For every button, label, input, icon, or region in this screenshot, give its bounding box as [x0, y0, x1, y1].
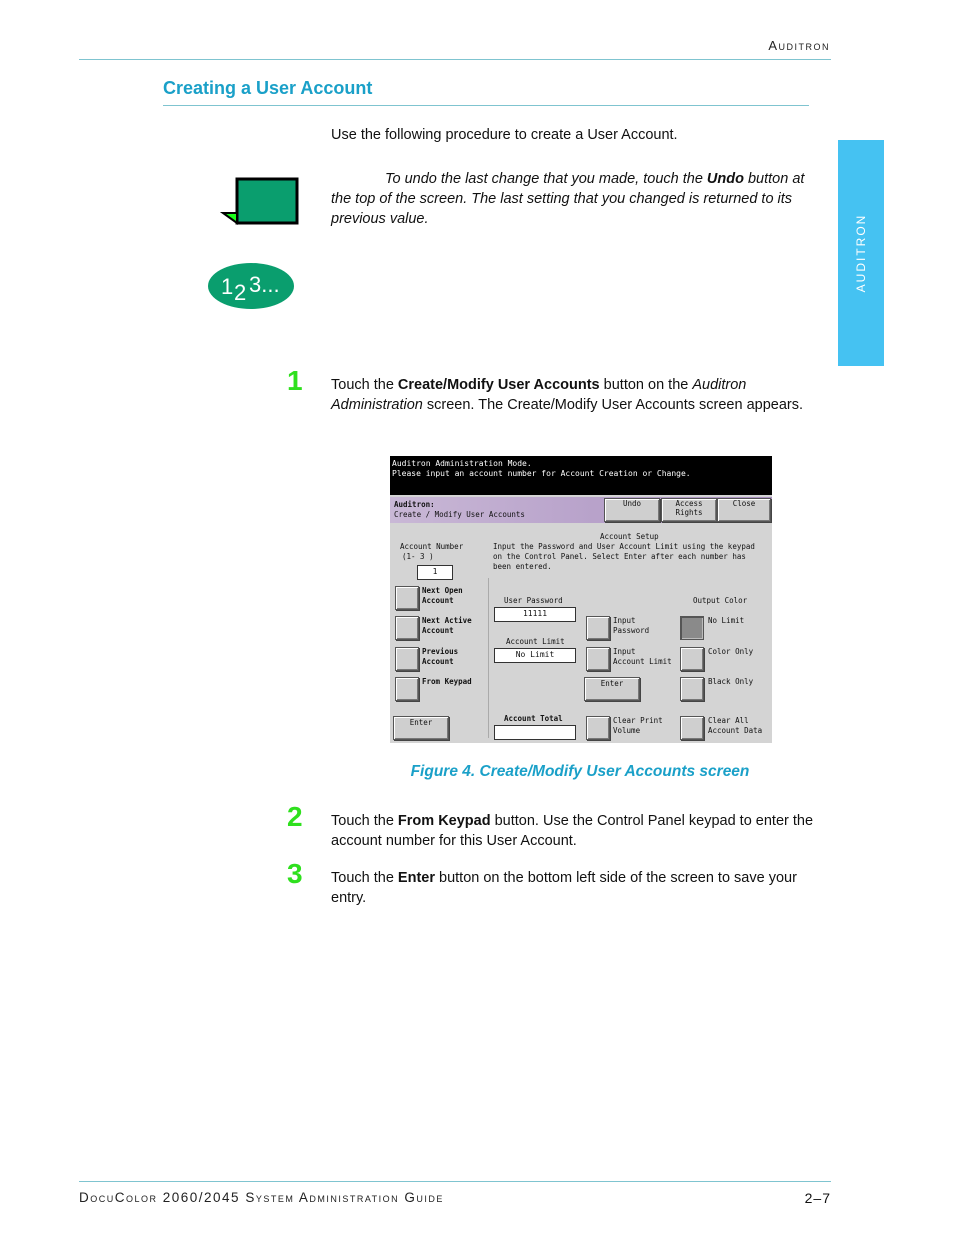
input-password-button[interactable]	[586, 616, 610, 640]
no-limit-button[interactable]	[680, 616, 704, 640]
from-keypad-label: From Keypad	[422, 677, 472, 686]
access-rights-button[interactable]: Access Rights	[661, 498, 717, 522]
clear-print-volume-button[interactable]	[586, 716, 610, 740]
column-divider	[488, 578, 489, 738]
input-password-label: Input Password	[613, 616, 650, 635]
next-active-label: Next Active Account	[422, 616, 472, 635]
clear-all-account-data-label: Clear All Account Data	[708, 716, 763, 735]
previous-label: Previous Account	[422, 647, 459, 666]
from-keypad-button[interactable]	[395, 677, 419, 701]
account-limit-field[interactable]: No Limit	[494, 648, 576, 663]
next-active-account-button[interactable]	[395, 616, 419, 640]
next-open-account-button[interactable]	[395, 586, 419, 610]
note-text: To undo the last change that you made, touch the Undo button at the top of the screen. The last setting that you changed is returned to its previous value.	[331, 171, 805, 227]
side-tab-label: AUDITRON	[854, 213, 868, 293]
account-total-field	[494, 725, 576, 740]
footer-rule	[79, 1181, 831, 1182]
message-area: Auditron Administration Mode. Please input an account number for Account Creation or Change.	[390, 456, 772, 495]
enter-button-middle[interactable]: Enter	[584, 677, 640, 701]
color-only-button[interactable]	[680, 647, 704, 671]
create-modify-screen-figure	[390, 456, 772, 743]
step-1-number: 1	[287, 365, 303, 396]
user-password-label: User Password	[504, 596, 563, 605]
undo-button[interactable]: Undo	[604, 498, 660, 522]
running-head: Auditron	[768, 38, 830, 53]
color-only-label: Color Only	[708, 647, 754, 656]
enter-button-left[interactable]: Enter	[393, 716, 449, 740]
intro-text: Use the following procedure to create a User Account.	[331, 127, 678, 143]
steps-icon-1: 1	[221, 274, 234, 299]
page-number: 2–7	[804, 1190, 831, 1206]
footer-title: DocuColor 2060/2045 System Administration Guide	[79, 1190, 444, 1205]
input-account-limit-label: Input Account Limit	[613, 647, 672, 666]
step-2-number: 2	[287, 801, 303, 832]
clear-print-volume-label: Clear Print Volume	[613, 716, 663, 735]
account-total-label: Account Total	[504, 714, 563, 723]
step-3-number: 3	[287, 858, 303, 889]
account-number-field[interactable]: 1	[417, 565, 453, 580]
output-color-heading: Output Color	[693, 596, 748, 605]
black-only-label: Black Only	[708, 677, 754, 686]
step-1-text: Touch the Create/Modify User Accounts button on the Auditron Administration screen. The Create/Modify User Accounts screen appears.	[331, 377, 804, 413]
no-limit-label: No Limit	[708, 616, 745, 625]
instructions-line-3: been entered.	[493, 562, 552, 571]
instructions-line-1: Input the Password and User Account Limit using the keypad	[493, 542, 755, 551]
account-number-label: Account Number	[400, 542, 464, 551]
account-limit-label: Account Limit	[506, 637, 565, 646]
black-only-button[interactable]	[680, 677, 704, 701]
previous-account-button[interactable]	[395, 647, 419, 671]
steps-icon	[207, 262, 295, 312]
step-3-text: Touch the Enter button on the bottom left side of the screen to save your entry.	[331, 870, 797, 906]
figure-caption: Figure 4. Create/Modify User Accounts screen	[410, 763, 750, 780]
account-number-range: (1- 3 )	[402, 552, 434, 561]
steps-icon-2: 2	[234, 280, 247, 305]
input-account-limit-button[interactable]	[586, 647, 610, 671]
step-2-text: Touch the From Keypad button. Use the Control Panel keypad to enter the account number for this User Account.	[331, 813, 814, 849]
header-rule	[79, 59, 831, 60]
next-open-label: Next Open Account	[422, 586, 463, 605]
steps-icon-3: 3...	[249, 272, 280, 297]
note-undo: Undo	[706, 171, 744, 187]
section-title: Creating a User Account	[163, 78, 373, 98]
user-password-field[interactable]: 11111	[494, 607, 576, 622]
close-button[interactable]: Close	[717, 498, 771, 522]
instructions-line-2: on the Control Panel. Select Enter after each number has	[493, 552, 746, 561]
side-tab	[838, 140, 884, 366]
account-setup-heading: Account Setup	[600, 532, 659, 541]
title-rule	[163, 105, 809, 106]
note-icon	[219, 177, 301, 227]
title-bar: Auditron: Create / Modify User Accounts	[390, 497, 772, 523]
clear-all-account-data-button[interactable]	[680, 716, 704, 740]
